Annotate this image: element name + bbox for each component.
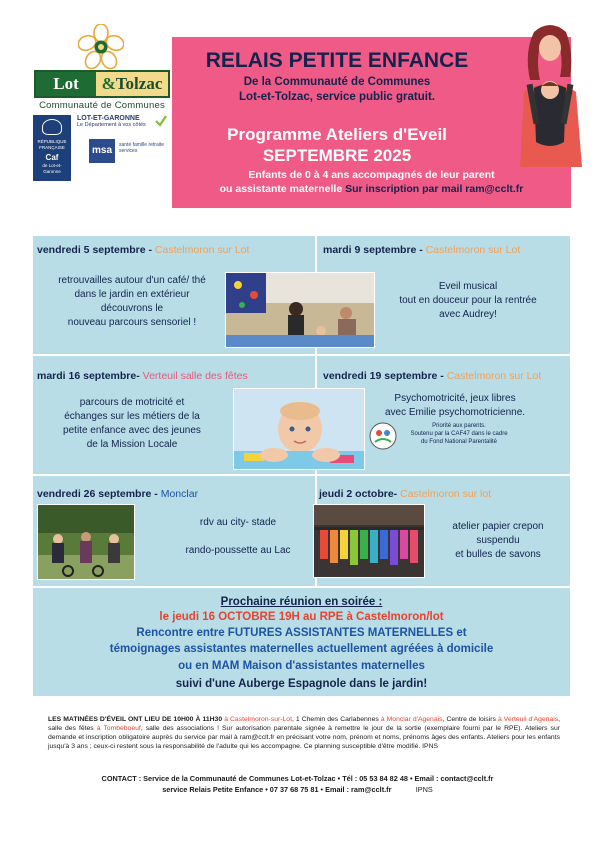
check-icon	[155, 115, 167, 127]
meeting-line-4: suivi d'une Auberge Espagnole dans le jardin!	[175, 678, 428, 690]
lot-tolzac-logo	[30, 24, 175, 114]
logo-name-left: Lot	[36, 72, 96, 96]
event-2-header: mardi 9 septembre - Castelmoron sur Lot	[323, 244, 521, 256]
republique-caf-logo: RÉPUBLIQUE FRANÇAISE Caf de Lot-et- Garonne	[33, 115, 71, 181]
meeting-date: le jeudi 16 OCTOBRE 19H au RPE à Castelmoron/lot	[159, 611, 444, 623]
event-3-text: parcours de motricité et échanges sur les métiers de la petite enfance avec des jeunes de la Mission Locale	[63, 397, 201, 450]
logo-name-right: Tolzac	[115, 74, 163, 93]
program-title: Programme Ateliers d'Eveil SEPTEMBRE 2025	[227, 125, 447, 165]
schedule-grid	[33, 236, 570, 696]
event-5-photo	[37, 504, 135, 580]
event-1-photo	[225, 272, 375, 348]
mother-baby-illustration	[512, 22, 587, 167]
page-title: RELAIS PETITE ENFANCE	[205, 49, 469, 72]
event-3-header: mardi 16 septembre- Verteuil salle des fêtes	[37, 370, 248, 382]
logo-badge: Lot & Tolzac	[34, 70, 170, 98]
event-6-header: jeudi 2 octobre- Castelmoron sur lot	[319, 488, 492, 500]
event-1-text: retrouvailles autour d'un café/ thé dans le jardin en extérieur découvrons le nouveau parcours sensoriel !	[58, 275, 206, 328]
parentalite-badge	[369, 422, 397, 450]
event-2-text: Eveil musical tout en douceur pour la rentrée avec Audrey!	[399, 281, 537, 320]
parentalite-icon	[369, 422, 397, 450]
ipns-label: IPNS	[415, 785, 433, 794]
contact-info	[0, 773, 595, 795]
flower-icon	[78, 24, 124, 70]
event-6-photo	[313, 504, 425, 578]
event-5-header: vendredi 26 septembre - Monclar	[37, 488, 199, 500]
event-1-header: vendredi 5 septembre - Castelmoron sur Lot	[37, 244, 250, 256]
inscription-email[interactable]: Sur inscription par mail ram@cclt.fr	[345, 183, 524, 195]
marianne-icon	[42, 119, 62, 135]
meeting-line-3: ou en MAM Maison d'assistantes maternelles	[178, 660, 425, 672]
meeting-line-1: Rencontre entre FUTURES ASSISTANTES MATERNELLES et	[136, 627, 467, 639]
event-4-header: vendredi 19 septembre - Castelmoron sur Lot	[323, 370, 542, 382]
banner-subtitle: De la Communauté de Communes Lot-et-Tolzac, service public gratuit.	[239, 76, 435, 103]
event-6-text: atelier papier crepon suspendu et bulles de savons	[452, 521, 544, 560]
lot-et-garonne-logo: LOT-ET-GARONNE Le Département à vos côtés	[77, 115, 171, 133]
partner-logos	[33, 115, 173, 183]
meeting-line-2: témoignages assistantes maternelles actuellement agréées à domicile	[109, 643, 494, 655]
event-3-photo	[233, 388, 365, 470]
event-4-note: Priorité aux parents. Soutenu par la CAF47 dans le cadre du Fond National Parentalité	[410, 423, 508, 445]
msa-logo: msa santé famille retraite services	[89, 139, 169, 179]
meeting-title: Prochaine réunion en soirée :	[220, 596, 383, 608]
contact-line-1: CONTACT : Service de la Communauté de Communes Lot-et-Tolzac • Tél : 05 53 84 82 48 • Email : contact@cclt.fr	[101, 774, 494, 783]
footer-info: LES MATINÉES D'ÉVEIL ONT LIEU DE 10H00 À 11H30 à Castelmoron-sur-Lot, 1 Chemin des Carlabennes à Monclar d'Agenais, Centre de loisirs à Verteuil d'Agenais, salle des fêtes à Tombeboeuf, salle des associations ! Sur autorisation parentale signée à remettre le jour de la sortie (exemplaire fourni par le RPE). Ateliers sur demande et inscription obligatoire auprès du service par mail à ram@cclt.fr en précisant votre nom, prénom et noms, prénoms âges des enfants. Ateliers pour les enfants jusqu'à 3 ans ; ceux-ci restent sous la responsabilité de l'adulte qui les accompagne. Ce planning susceptible d'être modifié. IPNS	[48, 716, 561, 750]
contact-line-2: service Relais Petite Enfance • 07 37 68 75 81 • Email : ram@cclt.fr	[162, 785, 392, 794]
event-5-text: rdv au city- stade rando-poussette au Lac	[185, 517, 291, 556]
logo-subtitle: Communauté de Communes	[39, 100, 165, 111]
event-4-text: Psychomotricité, jeux libres avec Emilie psychomotricienne.	[384, 393, 526, 418]
audience-text: Enfants de 0 à 4 ans accompagnés de leur parent ou assistante maternelle Sur inscription par mail ram@cclt.fr	[219, 169, 524, 195]
